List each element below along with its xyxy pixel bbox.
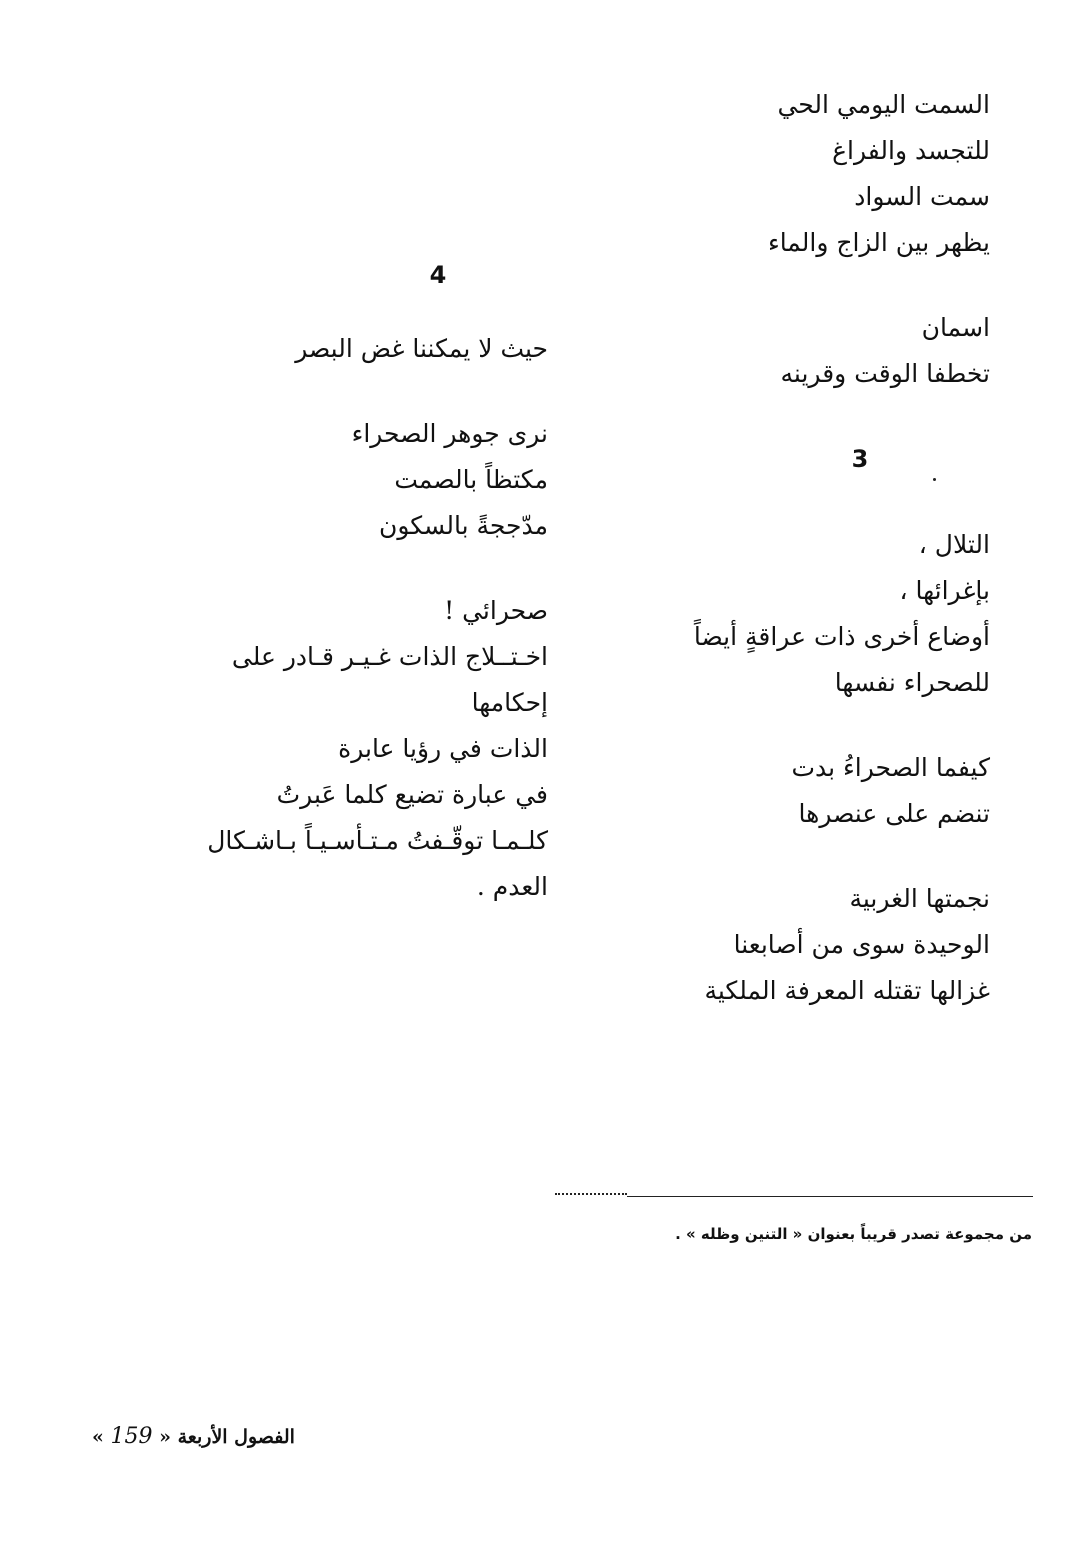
poem-line: العدم . [476, 872, 548, 901]
poem-line: أوضاع أخرى ذات عراقةٍ أيضاً [693, 622, 990, 651]
poem-line: نرى جوهر الصحراء [351, 419, 548, 448]
stanza [650, 82, 990, 266]
footnote-text: من مجموعة تصدر قريباً بعنوان « التنين وظله » . [675, 1225, 1032, 1243]
stanza [148, 326, 548, 372]
poem-line: صحرائي ! [444, 596, 548, 625]
stanza [148, 411, 548, 549]
stray-dot-mark [933, 478, 936, 481]
stanza [148, 588, 548, 910]
poem-line: في عبارة تضيع كلما عَبرتُ [276, 780, 548, 809]
poem-line: الوحيدة سوى من أصابعنا [733, 930, 990, 959]
page-number: 159 [110, 1424, 153, 1449]
page-folio [92, 1424, 295, 1449]
poem-line: للتجسد والفراغ [832, 136, 990, 165]
poem-line: غزالها تقتله المعرفة الملكية [704, 976, 990, 1005]
poem-line: اخـتــلاج الذات غـيـر قـادر على [231, 642, 548, 671]
section-number-4: 4 [429, 261, 447, 289]
journal-name: الفصول الأربعة [177, 1426, 295, 1448]
folio-quote-open: « [159, 1426, 171, 1448]
poem-line: تنضم على عنصرها [798, 799, 990, 828]
stanza [650, 876, 990, 1014]
poem-line: كلـمـا توقّـفتُ مـتـأسـيـاً بـاشـكال [207, 826, 548, 855]
poem-line: كيفما الصحراءُ بدت [791, 753, 990, 782]
poem-line: مدّججةً بالسكون [378, 511, 548, 540]
poem-line: تخطفا الوقت وقرينه [780, 359, 990, 388]
poem-line: نجمتها الغربية [849, 884, 990, 913]
poem-line: اسمان [921, 313, 990, 342]
poem-right-column [650, 82, 990, 1053]
poem-line: السمت اليومي الحي [777, 90, 990, 119]
poem-line: يظهر بين الزاج والماء [767, 228, 990, 257]
poem-line: حيث لا يمكننا غض البصر [295, 334, 548, 363]
stanza [650, 522, 990, 706]
poem-line: التلال ، [918, 530, 990, 559]
poem-line: إحكامها [471, 688, 548, 717]
stanza [650, 305, 990, 397]
poem-line: مكتظاً بالصمت [394, 465, 548, 494]
poem-line: سمت السواد [854, 182, 990, 211]
poem-left-column [148, 252, 548, 949]
footnote-dotted-rule [555, 1193, 627, 1199]
poem-line: بإغرائها ، [899, 576, 990, 605]
stanza [650, 745, 990, 837]
poem-line: الذات في رؤيا عابرة [338, 734, 548, 763]
folio-quote-close: » [92, 1426, 104, 1448]
poem-line: للصحراء نفسها [834, 668, 990, 697]
section-number-3: 3 [851, 445, 869, 473]
